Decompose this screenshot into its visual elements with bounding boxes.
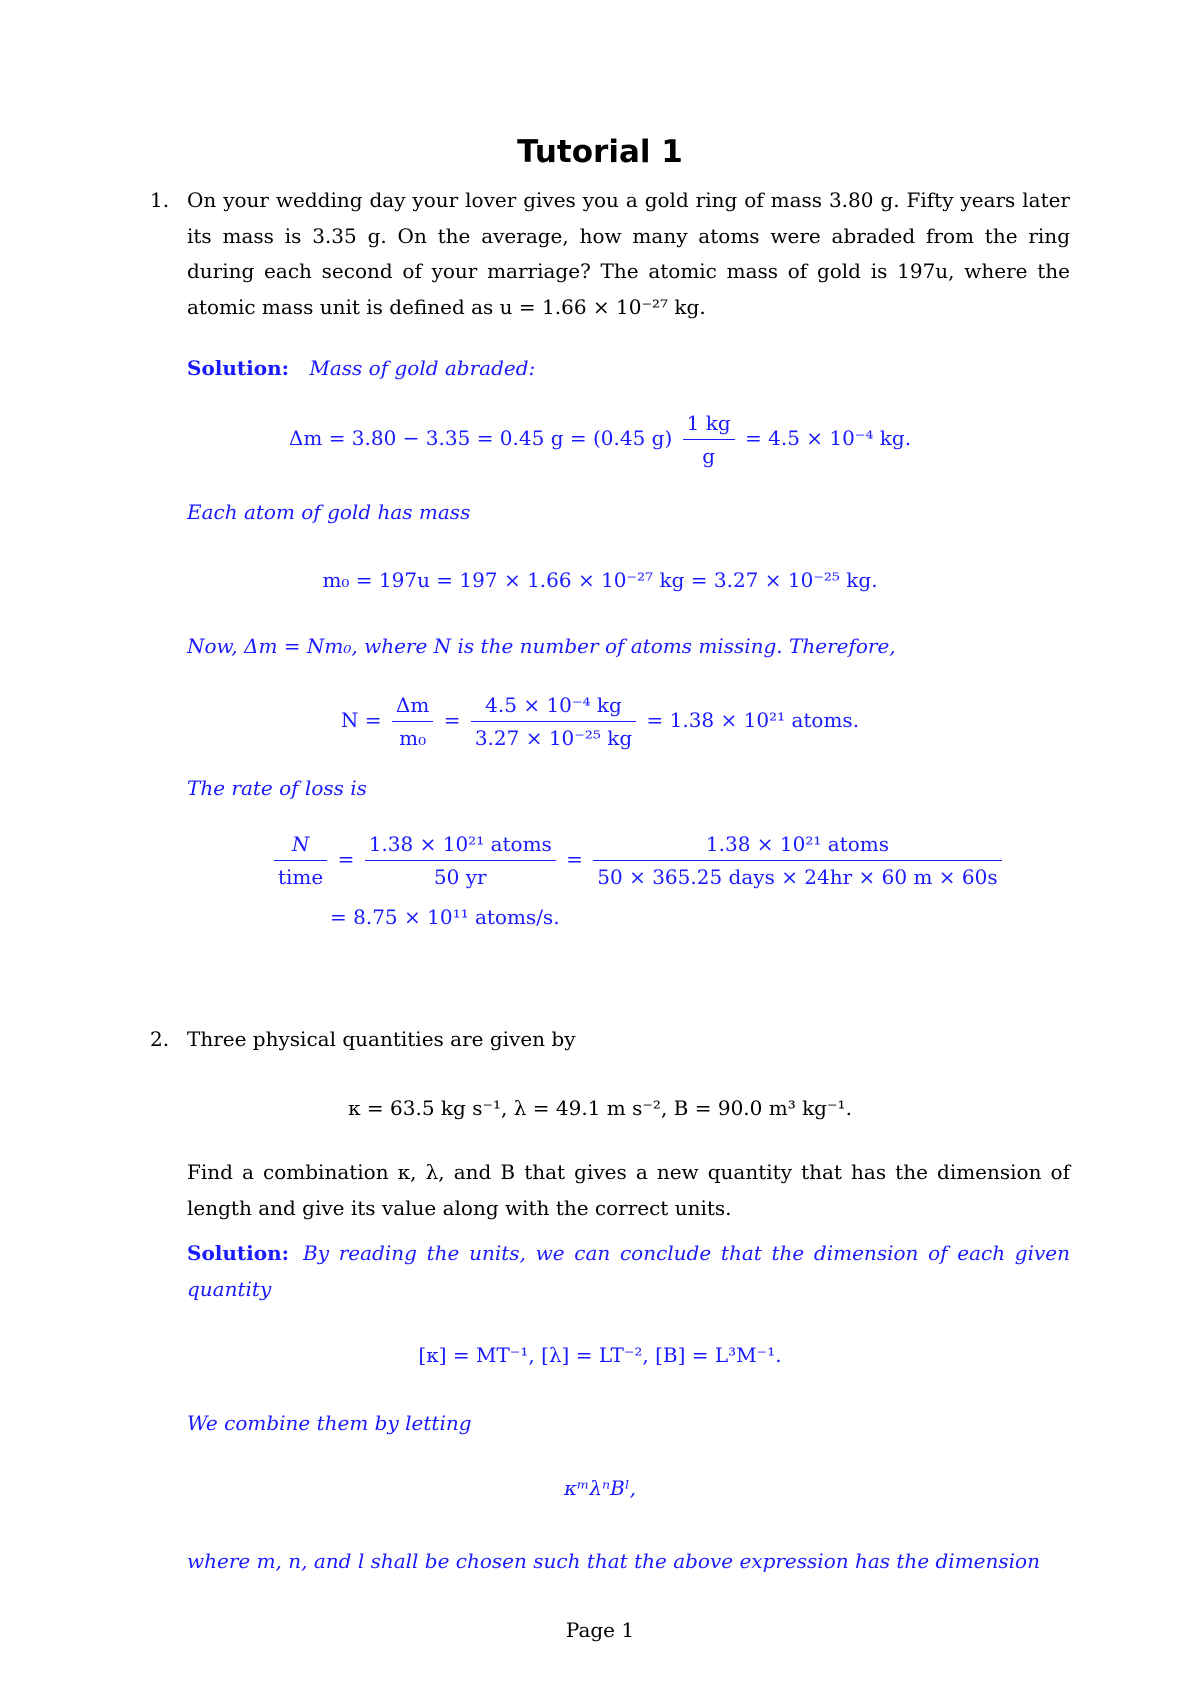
- fraction: [392, 692, 433, 751]
- fraction-numerator: 1.38 × 10²¹ atoms: [593, 831, 1001, 861]
- equation-number-atoms: [0, 692, 1200, 751]
- solution-text: We combine them by letting: [187, 1411, 472, 1435]
- problem-1: [150, 183, 1070, 325]
- equation-rate-result: = 8.75 × 10¹¹ atoms/s.: [330, 905, 560, 929]
- fraction: [274, 831, 327, 890]
- equation-mass-abraded: [0, 410, 1200, 469]
- problem-statement: Find a combination κ, λ, and B that gives a new quantity that has the dimension of length and give its value along with the correct units.: [187, 1160, 1070, 1220]
- fraction: [593, 831, 1001, 890]
- fraction-denominator: 50 yr: [433, 865, 487, 889]
- equals-sign: =: [443, 708, 461, 732]
- fraction: [471, 692, 636, 751]
- fraction-denominator: 50 × 365.25 days × 24hr × 60 m × 60s: [597, 865, 998, 889]
- equation-right: = 4.5 × 10⁻⁴ kg.: [745, 426, 912, 450]
- solution-intro-text: By reading the units, we can conclude that the dimension of each given quantity: [187, 1241, 1070, 1301]
- solution-text: Each atom of gold has mass: [187, 500, 471, 524]
- problem-2-task: [150, 1155, 1070, 1226]
- solution-1-intro: [187, 356, 535, 380]
- solution-label: Solution:: [187, 1241, 290, 1265]
- problem-number: 1.: [150, 188, 170, 212]
- problem-2: [150, 1022, 1070, 1058]
- solution-text: The rate of loss is: [187, 776, 367, 800]
- fraction-denominator: m₀: [399, 726, 427, 750]
- equation-given-quantities: κ = 63.5 kg s⁻¹, λ = 49.1 m s⁻², B = 90.0 m³ kg⁻¹.: [348, 1096, 852, 1120]
- equation-left: Δm = 3.80 − 3.35 = 0.45 g = (0.45 g): [288, 426, 673, 450]
- equation-right: = 1.38 × 10²¹ atoms.: [646, 708, 860, 732]
- equation-atom-mass: m₀ = 197u = 197 × 1.66 × 10⁻²⁷ kg = 3.27 × 10⁻²⁵ kg.: [322, 568, 878, 592]
- solution-text: Now, Δm = Nm₀, where N is the number of atoms missing. Therefore,: [187, 634, 896, 658]
- problem-statement: On your wedding day your lover gives you a gold ring of mass 3.80 g. Fifty years later its mass is 3.35 g. On the average, how many atoms were abraded from the ring during each second of your marriage? The atomic mass of gold is 197u, where the atomic mass unit is defined as u = 1.66 × 10⁻²⁷ kg.: [187, 188, 1070, 319]
- solution-label: Solution:: [187, 356, 290, 380]
- equals-sign: =: [337, 847, 355, 871]
- equals-sign: =: [566, 847, 583, 871]
- fraction-numerator: N: [274, 831, 327, 861]
- equation-combination: κᵐλⁿBˡ,: [563, 1476, 637, 1500]
- page-title: Tutorial 1: [517, 134, 683, 170]
- page-number: Page 1: [565, 1618, 635, 1642]
- fraction-denominator: 3.27 × 10⁻²⁵ kg: [474, 726, 633, 750]
- equation-dimensions: [κ] = MT⁻¹, [λ] = LT⁻², [B] = L³M⁻¹.: [418, 1343, 782, 1367]
- equation-left: N =: [340, 708, 382, 732]
- solution-2-intro: [150, 1236, 1070, 1307]
- fraction-denominator: time: [278, 865, 324, 889]
- problem-number: 2.: [150, 1027, 170, 1051]
- fraction: [683, 410, 735, 469]
- equation-rate-of-loss: [270, 831, 1006, 890]
- fraction-denominator: g: [702, 444, 716, 468]
- solution-paragraph: [187, 1236, 1070, 1307]
- fraction-numerator: 1 kg: [683, 410, 735, 440]
- fraction-numerator: 4.5 × 10⁻⁴ kg: [471, 692, 636, 722]
- problem-statement: Three physical quantities are given by: [187, 1027, 576, 1051]
- solution-2-continued: [150, 1544, 1070, 1580]
- fraction: [365, 831, 556, 890]
- fraction-numerator: Δm: [392, 692, 433, 722]
- fraction-numerator: 1.38 × 10²¹ atoms: [365, 831, 556, 861]
- solution-paragraph: where m, n, and l shall be chosen such that the above expression has the dimension: [187, 1549, 1040, 1573]
- solution-intro-text: Mass of gold abraded:: [309, 356, 536, 380]
